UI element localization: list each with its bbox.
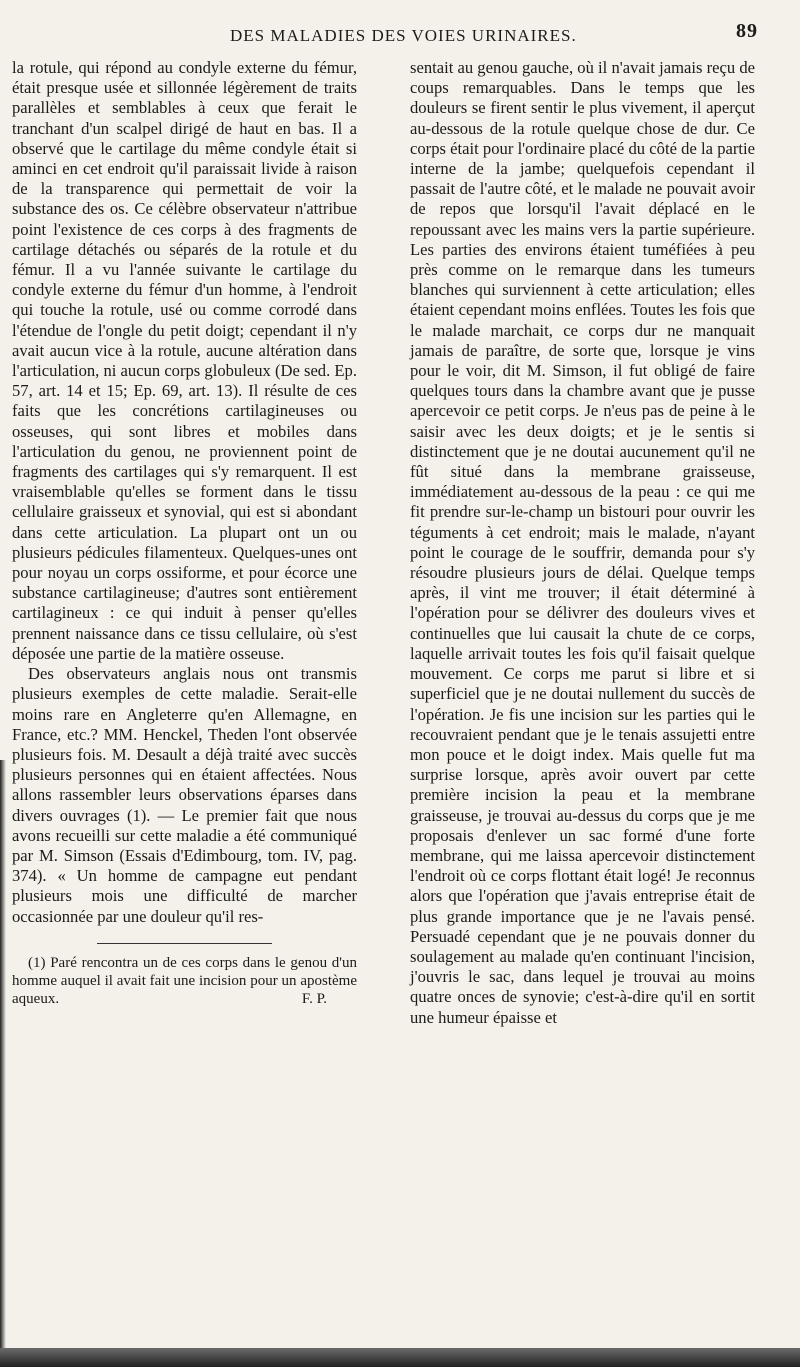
page-number: 89 [736, 20, 758, 42]
left-paragraph-2: Des observateurs anglais nous ont transmis plusieurs exemples de cette maladie. Serait-elle moins rare en Angleterre qu'en Allemagne, en France, etc.? MM. Henckel, Theden l'ont observée plusieurs fois. M. Desault a déjà traité avec succès plusieurs personnes qui en étaient affectées. Nous allons rassembler leurs observations éparses dans divers ouvrages (1). — Le premier fait que nous avons recueilli sur cette maladie a été communiqué par M. Simson (Essais d'Edimbourg, tom. IV, pag. 374). « Un homme de campagne eut pendant plusieurs mois une difficulté de marcher occasionnée par une douleur qu'il res- [12, 664, 357, 926]
scan-bottom-edge [0, 1348, 800, 1367]
footnote-signature: F. P. [301, 990, 327, 1007]
running-title: DES MALADIES DES VOIES URINAIRES. [230, 26, 577, 45]
footnote-divider [97, 943, 272, 944]
left-column [12, 58, 357, 1008]
page-header [230, 20, 770, 50]
right-column [410, 58, 755, 1028]
footnote-text: (1) Paré rencontra un de ces corps dans le genou d'un homme auquel il avait fait une incision pour un apostème aqueux. [12, 954, 357, 1007]
left-paragraph-1: la rotule, qui répond au condyle externe du fémur, était presque usée et sillonnée légèrement de traits parallèles et semblables à ceux que ferait le tranchant d'un scalpel dirigé de haut en bas. Il a observé que le cartilage du même condyle était si aminci en cet endroit qu'il paraissait livide à raison de la transparence qui permettait de voir la substance des os. Ce célèbre observateur n'attribue point l'existence de ces corps à des fragments de cartilage détachés ou séparés de la rotule et du fémur. Il a vu l'année suivante le cartilage du condyle externe du fémur d'un homme, à l'endroit qui touche la rotule, usé ou comme corrodé dans l'étendue de l'ongle du petit doigt; cependant il n'y avait aucun vice à la rotule, aucune altération dans l'articulation, ni aucun corps globuleux (De sed. Ep. 57, art. 14 et 15; Ep. 69, art. 13). Il résulte de ces faits que les concrétions cartilagineuses ou osseuses, qui sont libres et mobiles dans l'articulation du genou, ne proviennent point de fragments des cartilages qui s'y remarquent. Il est vraisemblable qu'elles se forment dans le tissu cellulaire graisseux et synovial, qui est si abondant dans cette articulation. La plupart ont un ou plusieurs pédicules filamenteux. Quelques-unes ont pour noyau un corps ossiforme, et pour écorce une substance cartilagineuse; d'autres sont entièrement cartilagineux : ce qui induit à penser qu'elles prennent naissance dans ce tissu cellulaire, où s'est déposée une partie de la matière osseuse. [12, 58, 357, 663]
page-edge-shadow [0, 760, 6, 1350]
footnote [12, 954, 357, 1008]
right-paragraph-1: sentait au genou gauche, où il n'avait jamais reçu de coups remarquables. Dans le temps que les douleurs se firent sentir le plus vivement, il aperçut au-dessous de la rotule quelque chose de dur. Ce corps était pour l'ordinaire placé du côté de la partie interne de la jambe; quelquefois cependant il passait de l'autre côté, et le malade ne pouvait avoir de repos que lorsqu'il l'avait déplacé en le repoussant avec les mains vers la partie supérieure. Les parties des environs étaient tuméfiées à peu près comme on le remarque dans les tumeurs blanches qui surviennent à cette articulation; elles étaient cependant moins enflées. Toutes les fois que le malade marchait, ce corps dur ne manquait jamais de paraître, de sorte que, lorsque je vins pour le voir, dit M. Simson, il fut obligé de faire quelques tours dans la chambre avant que je pusse apercevoir ce petit corps. Je n'eus pas de peine à le saisir avec les deux doigts; et je le sentis si distinctement que je ne doutai aucunement qu'il ne fût situé dans la membrane graisseuse, immédiatement au-dessous de la peau : ce qui me fit prendre sur-le-champ un bistouri pour ouvrir les téguments à cet endroit; mais le malade, n'ayant point le courage de le souffrir, demanda pour s'y résoudre plusieurs jours de délai. Quelque temps après, il vint me trouver; il était déterminé à l'opération pour se délivrer des douleurs vives et continuelles que lui causait la chute de ce corps, laquelle arrivait toutes les fois qu'il faisait quelque mouvement. Ce corps me parut si libre et si superficiel que je ne doutai nullement du succès de l'opération. Je fis une incision sur les parties qui le recouvraient pendant que je le tenais assujetti entre mon pouce et le doigt index. Mais quelle fut ma surprise lorsque, après avoir ouvert par cette première incision la peau et la membrane graisseuse, je trouvai au-dessus du corps que je me proposais d'enlever un sac formé d'une forte membrane, qui me laissa apercevoir distinctement l'endroit où ce corps flottant était logé! Je reconnus alors que l'opération que j'avais entreprise était de plus grande importance que je ne l'avais pensé. Persuadé cependant que je ne pouvais donner du soulagement au malade qu'en continuant l'incision, j'ouvris le sac, dans lequel je trouvai au moins quatre onces de synovie; c'est-à-dire qu'il en sortit une humeur épaisse et [410, 58, 755, 1027]
